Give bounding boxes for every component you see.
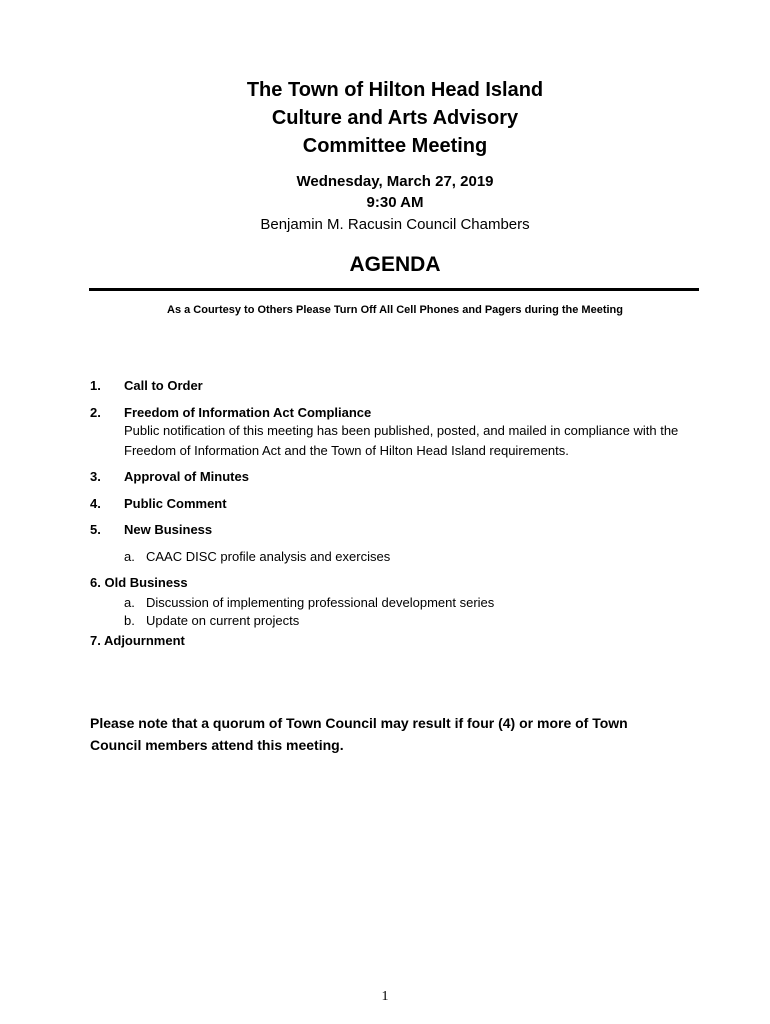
- subitem-text: Update on current projects: [146, 613, 300, 628]
- item-description: Public notification of this meeting has been published, posted, and mailed in compliance with the Freedom of Information Act and the Town of Hilton Head Island requirements.: [124, 423, 679, 458]
- item-number: 3.: [90, 469, 101, 484]
- meeting-date: Wednesday, March 27, 2019: [296, 173, 494, 190]
- item-heading: [90, 574, 188, 592]
- quorum-note: Please note that a quorum of Town Council may result if four (4) or more of Town Council members attend this meeting.: [90, 715, 628, 753]
- item-heading: [90, 632, 185, 650]
- item-label: Adjournment: [103, 633, 185, 648]
- item-number: 1.: [90, 378, 101, 393]
- title-line: Culture and Arts Advisory: [271, 107, 519, 129]
- subitem-letter: a.: [124, 595, 135, 610]
- item-number: 7.: [90, 633, 101, 648]
- item-label: Call to Order: [124, 378, 203, 393]
- title-line: Committee Meeting: [302, 135, 488, 157]
- item-label: Approval of Minutes: [124, 469, 249, 484]
- horizontal-rule: [89, 288, 699, 291]
- item-label: New Business: [124, 522, 213, 537]
- meeting-location: Benjamin M. Racusin Council Chambers: [260, 216, 530, 233]
- document-title: [0, 76, 770, 160]
- subitem-letter: b.: [124, 613, 135, 628]
- subitem: [124, 612, 574, 630]
- item-label: Old Business: [104, 575, 188, 590]
- item-number: 2.: [90, 405, 101, 420]
- agenda-heading: AGENDA: [349, 253, 441, 276]
- item-number: 6.: [90, 575, 101, 590]
- item-number: 4.: [90, 496, 101, 511]
- courtesy-notice: As a Courtesy to Others Please Turn Off All Cell Phones and Pagers during the Meeting: [167, 304, 623, 316]
- item-number: 5.: [90, 522, 101, 537]
- subitem-text: CAAC DISC profile analysis and exercises: [146, 549, 391, 564]
- subitem-letter: a.: [124, 549, 135, 564]
- meeting-time: 9:30 AM: [366, 194, 424, 211]
- item-label: Public Comment: [124, 496, 227, 511]
- subitem: [124, 548, 524, 566]
- item-label: Freedom of Information Act Compliance: [124, 405, 372, 420]
- page-number: 1: [381, 989, 389, 1004]
- subitem: [124, 594, 574, 612]
- title-line: The Town of Hilton Head Island: [246, 79, 544, 101]
- subitem-text: Discussion of implementing professional development series: [146, 595, 495, 610]
